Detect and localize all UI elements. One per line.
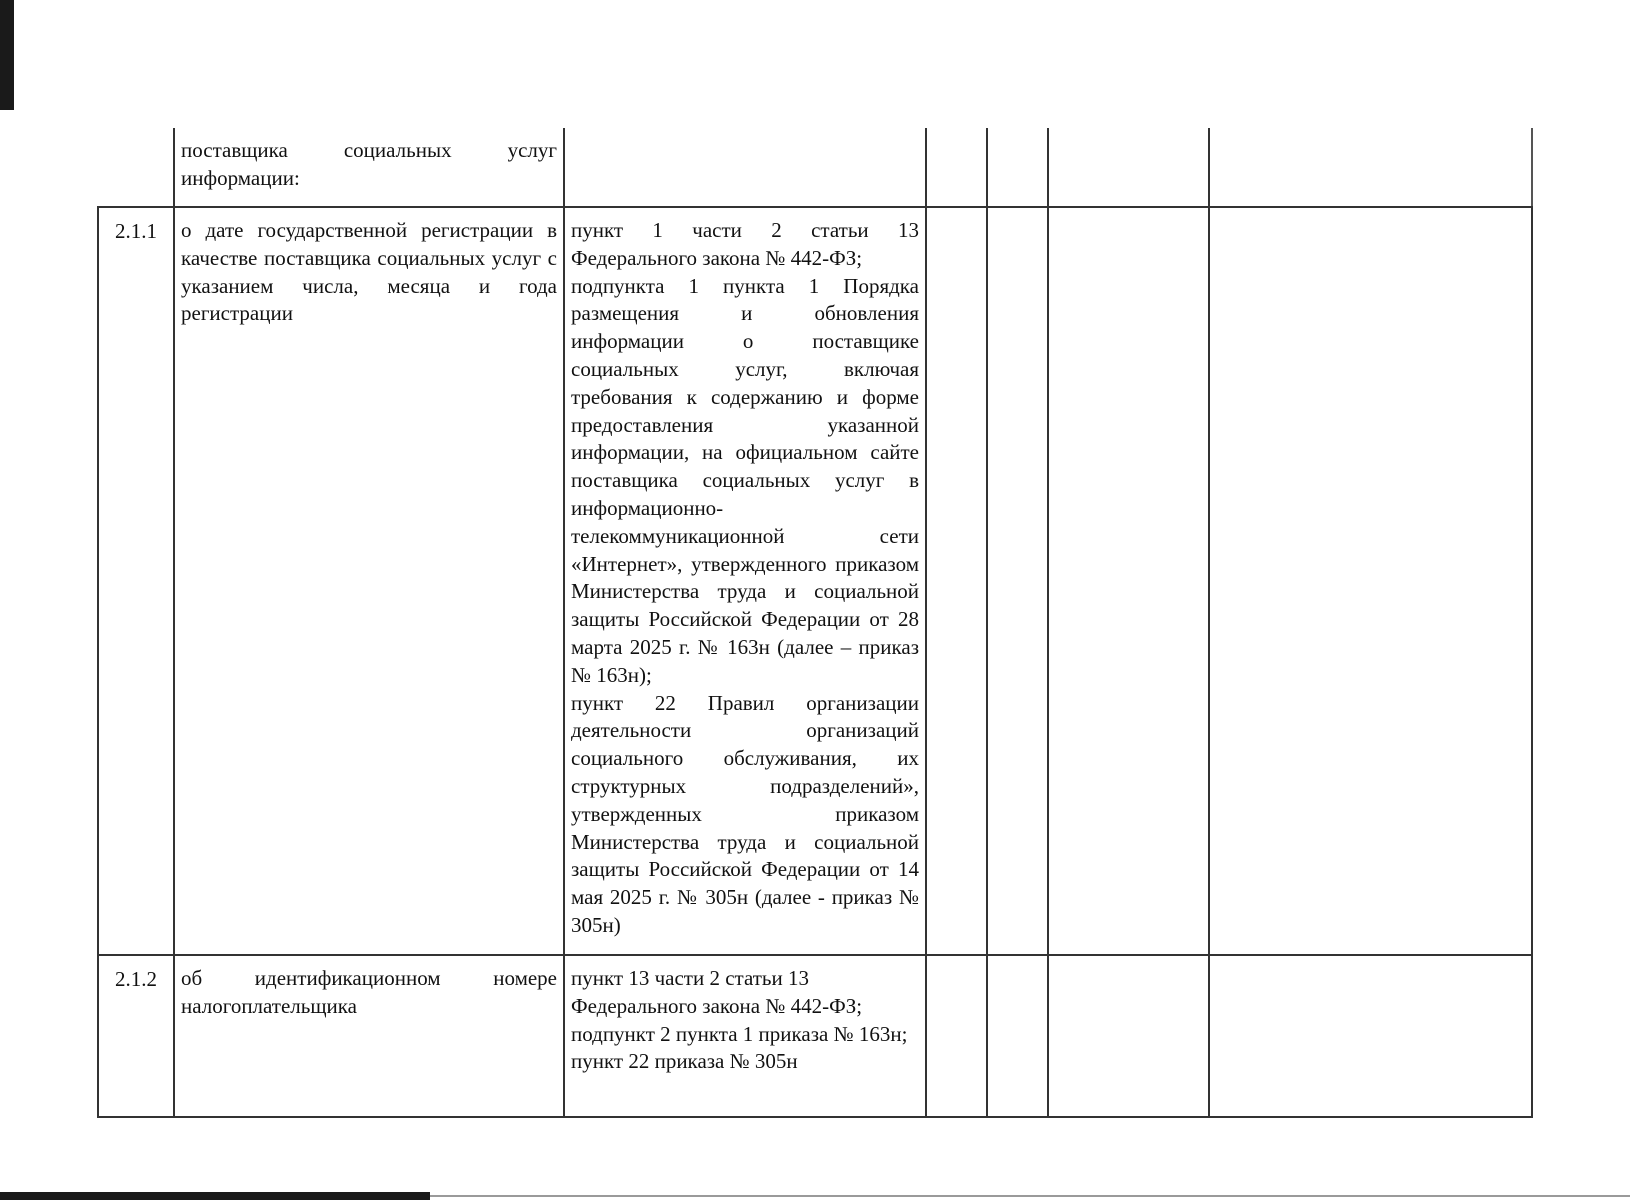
table-row xyxy=(98,207,1532,955)
row-number xyxy=(104,137,167,138)
table-row xyxy=(98,128,1532,207)
empty-cell xyxy=(1048,128,1209,207)
basis-cell xyxy=(564,207,926,955)
item-text: об идентификационном номере налогоплательщика xyxy=(181,966,557,1018)
row-number: 2.1.1 xyxy=(115,219,157,243)
table-row xyxy=(98,955,1532,1117)
empty-cell xyxy=(1209,955,1532,1117)
row-number-cell xyxy=(98,128,174,207)
item-cell xyxy=(174,207,564,955)
basis-cell xyxy=(564,128,926,207)
empty-cell xyxy=(1048,207,1209,955)
empty-cell xyxy=(987,128,1048,207)
empty-cell xyxy=(1209,207,1532,955)
empty-cell xyxy=(1209,128,1532,207)
scan-edge-top xyxy=(0,0,14,110)
row-number-cell xyxy=(98,207,174,955)
empty-cell xyxy=(926,128,987,207)
scan-edge-bottom xyxy=(0,1192,430,1200)
basis-text: пункт 1 части 2 статьи 13 Федерального закона № 442-ФЗ; xyxy=(571,218,919,270)
basis-text: пункт 22 Правил организации деятельности организаций социального обслуживания, их структурных подразделений», утвержденных приказом Министерства труда и социальной защиты Российской Федерации от 14 мая 2025 г. № 305н (далее - приказ № 305н) xyxy=(571,690,919,937)
empty-cell xyxy=(926,207,987,955)
empty-cell xyxy=(987,207,1048,955)
empty-cell xyxy=(987,955,1048,1117)
item-cell xyxy=(174,955,564,1117)
row-number: 2.1.2 xyxy=(115,967,157,991)
basis-text: пункт 22 приказа № 305н xyxy=(571,1049,798,1074)
empty-cell xyxy=(1048,955,1209,1117)
requirements-table xyxy=(97,128,1533,1118)
basis-cell xyxy=(564,955,926,1117)
scan-edge-line xyxy=(430,1195,1630,1197)
empty-cell xyxy=(926,955,987,1117)
item-cell xyxy=(174,128,564,207)
item-text: о дате государственной регистрации в качестве поставщика социальных услуг с указанием числа, месяца и года регистрации xyxy=(181,218,557,326)
basis-text: подпункт 2 пункта 1 приказа № 163н; xyxy=(571,1021,908,1046)
row-number-cell xyxy=(98,955,174,1117)
basis-text: подпункта 1 пункта 1 Порядка размещения и обновления информации о поставщике социальных услуг, включая требования к содержанию и форме предоставления указанной информации, на официальном сайте поставщика социальных услуг в информационно-телекоммуникационной сети «Интернет», утвержденного приказом Министерства труда и социальной защиты Российской Федерации от 28 марта 2025 г. № 163н (далее – приказ № 163н); xyxy=(571,273,919,687)
item-text: поставщика социальных услуг информации: xyxy=(181,138,557,190)
basis-text: пункт 13 части 2 статьи 13 Федерального закона № 442-ФЗ; xyxy=(571,966,863,1018)
